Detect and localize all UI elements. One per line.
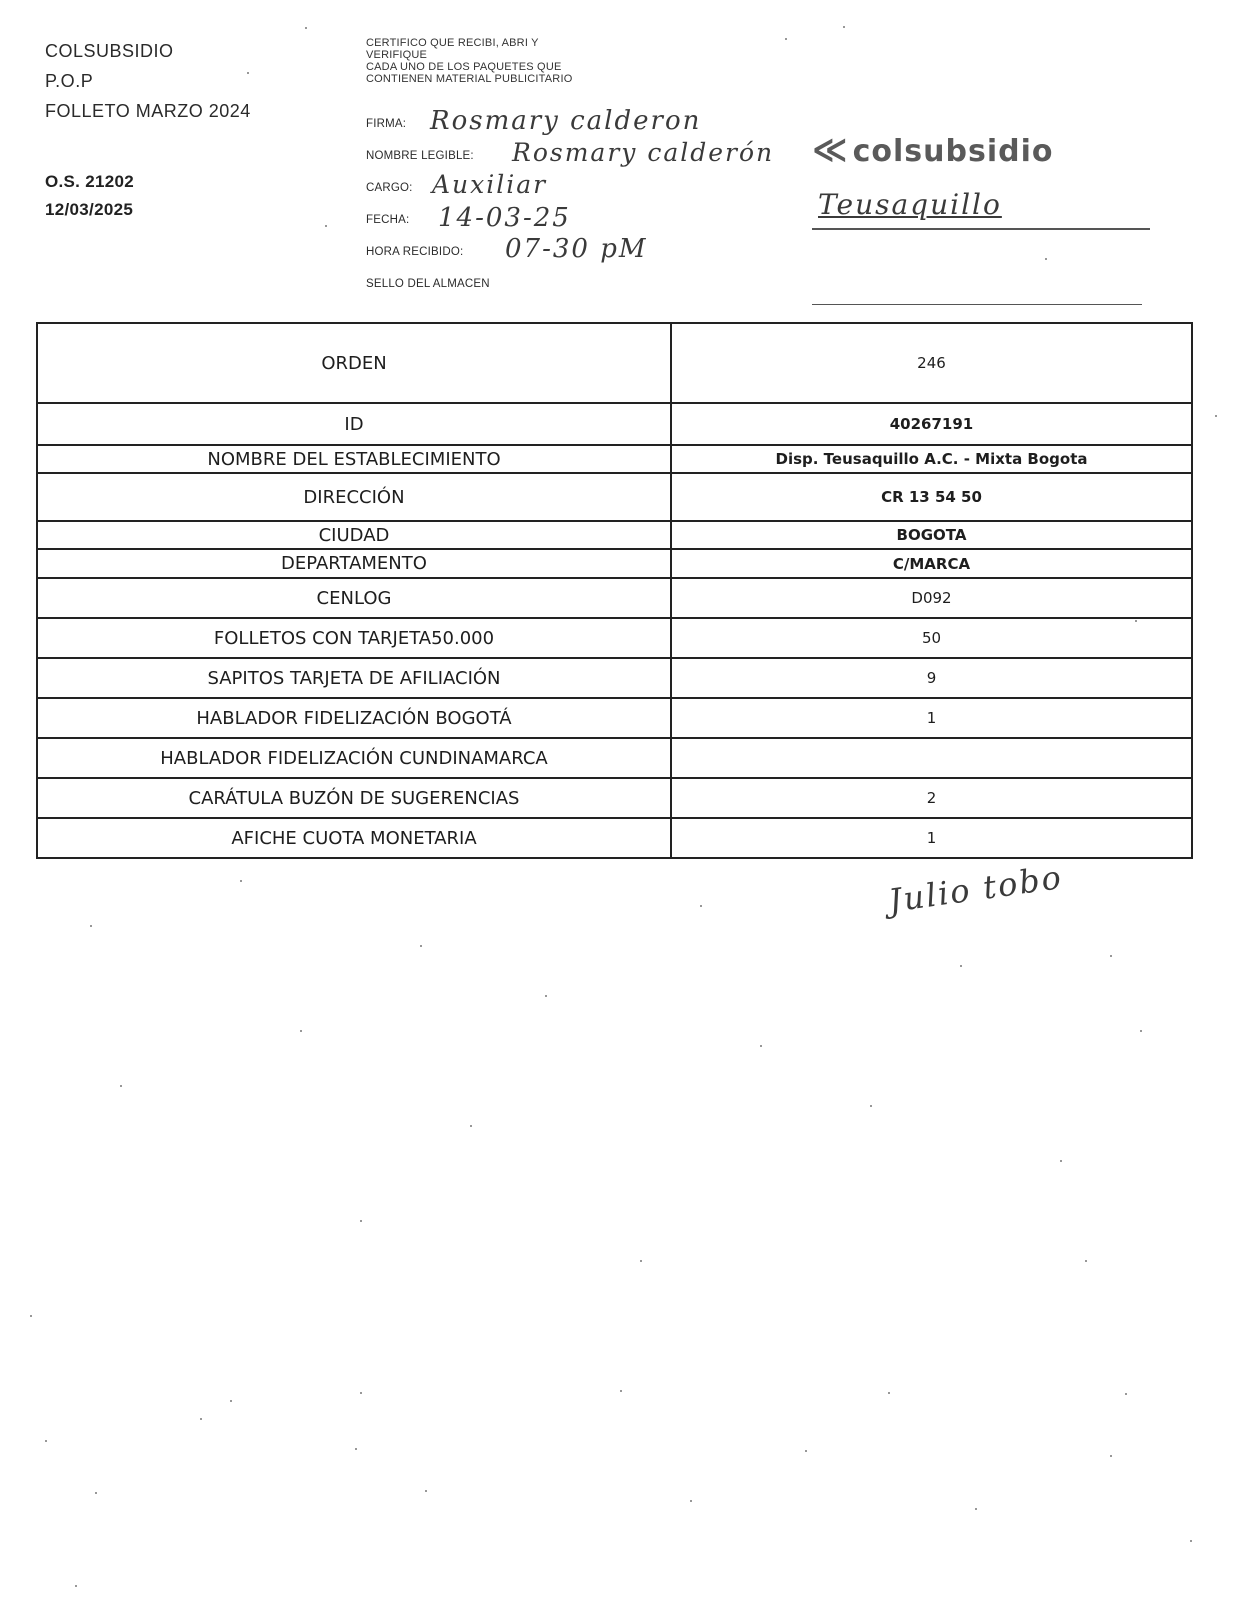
- table-row: [37, 323, 1192, 403]
- scan-speck: [1135, 620, 1137, 622]
- scan-speck: [470, 1125, 472, 1127]
- row-label: CIUDAD: [37, 521, 671, 549]
- scan-speck: [300, 1030, 302, 1032]
- row-value: 40267191: [671, 403, 1192, 445]
- scan-speck: [355, 1448, 357, 1450]
- row-value: D092: [671, 578, 1192, 618]
- certificate-line: CERTIFICO QUE RECIBI, ABRI Y: [366, 37, 539, 49]
- table-row: [37, 549, 1192, 578]
- row-label: ID: [37, 403, 671, 445]
- table-row: [37, 521, 1192, 549]
- table-row: [37, 778, 1192, 818]
- row-label: ORDEN: [37, 323, 671, 403]
- table-row: [37, 473, 1192, 521]
- scan-speck: [960, 965, 962, 967]
- row-label: AFICHE CUOTA MONETARIA: [37, 818, 671, 858]
- company-name: COLSUBSIDIO: [45, 41, 174, 61]
- row-value: Disp. Teusaquillo A.C. - Mixta Bogota: [671, 445, 1192, 473]
- scan-speck: [870, 1105, 872, 1107]
- delivery-table: [36, 322, 1193, 859]
- scan-speck: [1125, 1393, 1127, 1395]
- order-reference-block: [45, 168, 134, 224]
- row-value: 2: [671, 778, 1192, 818]
- signature-line: [812, 228, 1150, 230]
- hora-label: HORA RECIBIDO:: [366, 246, 464, 258]
- scan-speck: [805, 1450, 807, 1452]
- row-label: CENLOG: [37, 578, 671, 618]
- scan-speck: [1110, 1455, 1112, 1457]
- scan-speck: [545, 995, 547, 997]
- scan-speck: [1060, 1160, 1062, 1162]
- nombre-label: NOMBRE LEGIBLE:: [366, 150, 474, 162]
- scan-speck: [325, 225, 327, 227]
- scan-speck: [1140, 1030, 1142, 1032]
- table-row: [37, 578, 1192, 618]
- scan-speck: [360, 1392, 362, 1394]
- row-value: 1: [671, 698, 1192, 738]
- table-row: [37, 738, 1192, 778]
- stamp-line: [812, 304, 1142, 305]
- firma-signature: Rosmary calderon: [430, 106, 702, 136]
- table-row: [37, 403, 1192, 445]
- scan-speck: [1085, 1260, 1087, 1262]
- row-value: CR 13 54 50: [671, 473, 1192, 521]
- scan-speck: [700, 905, 702, 907]
- row-value: 50: [671, 618, 1192, 658]
- scan-speck: [425, 1490, 427, 1492]
- scan-speck: [45, 1440, 47, 1442]
- scan-speck: [120, 1085, 122, 1087]
- table-row: [37, 658, 1192, 698]
- store-signature: Teusaquillo: [818, 188, 1002, 221]
- table-row: [37, 445, 1192, 473]
- handwritten-note: Julio tobo: [886, 857, 1066, 921]
- scan-speck: [640, 1260, 642, 1262]
- scan-speck: [843, 26, 845, 28]
- logo-text: colsubsidio: [852, 134, 1054, 169]
- cargo-value: Auxiliar: [432, 170, 548, 199]
- certificate-line: CONTIENEN MATERIAL PUBLICITARIO: [366, 73, 573, 85]
- department-code: P.O.P: [45, 71, 94, 91]
- row-label: FOLLETOS CON TARJETA50.000: [37, 618, 671, 658]
- scan-speck: [760, 1045, 762, 1047]
- order-reference: O.S. 21202: [45, 172, 135, 191]
- row-value: [671, 738, 1192, 778]
- scan-speck: [1045, 258, 1047, 260]
- logo-mark-icon: ≪: [812, 130, 849, 170]
- order-date: 12/03/2025: [45, 200, 134, 219]
- scan-speck: [420, 945, 422, 947]
- certificate-statement: [366, 37, 572, 85]
- table-row: [37, 698, 1192, 738]
- row-label: HABLADOR FIDELIZACIÓN CUNDINAMARCA: [37, 738, 671, 778]
- scan-speck: [247, 72, 249, 74]
- certificate-line: VERIFIQUE: [366, 49, 428, 61]
- scan-speck: [200, 1418, 202, 1420]
- row-label: DIRECCIÓN: [37, 473, 671, 521]
- scan-speck: [95, 1492, 97, 1494]
- scan-speck: [1110, 955, 1112, 957]
- sello-label: SELLO DEL ALMACEN: [366, 278, 490, 290]
- scan-speck: [975, 1508, 977, 1510]
- row-label: DEPARTAMENTO: [37, 549, 671, 578]
- cargo-label: CARGO:: [366, 182, 413, 194]
- row-label: SAPITOS TARJETA DE AFILIACIÓN: [37, 658, 671, 698]
- row-label: NOMBRE DEL ESTABLECIMIENTO: [37, 445, 671, 473]
- fecha-label: FECHA:: [366, 214, 410, 226]
- scan-speck: [75, 1585, 77, 1587]
- table-row: [37, 618, 1192, 658]
- scan-speck: [888, 1392, 890, 1394]
- row-label: HABLADOR FIDELIZACIÓN BOGOTÁ: [37, 698, 671, 738]
- scan-speck: [305, 27, 307, 29]
- certificate-line: CADA UNO DE LOS PAQUETES QUE: [366, 61, 562, 73]
- row-value: 246: [671, 323, 1192, 403]
- scan-speck: [690, 1500, 692, 1502]
- row-value: 9: [671, 658, 1192, 698]
- campaign-title: FOLLETO MARZO 2024: [45, 101, 251, 121]
- company-stamp: [812, 130, 1053, 170]
- row-label: CARÁTULA BUZÓN DE SUGERENCIAS: [37, 778, 671, 818]
- row-value: C/MARCA: [671, 549, 1192, 578]
- nombre-value: Rosmary calderón: [512, 138, 775, 167]
- scan-speck: [240, 880, 242, 882]
- firma-label: FIRMA:: [366, 118, 407, 130]
- scan-speck: [360, 1220, 362, 1222]
- fecha-value: 14-03-25: [438, 203, 571, 233]
- hora-value: 07-30 pM: [505, 234, 648, 264]
- scan-speck: [620, 1390, 622, 1392]
- scan-speck: [785, 38, 787, 40]
- scan-speck: [30, 1315, 32, 1317]
- row-value: BOGOTA: [671, 521, 1192, 549]
- document-header: [45, 36, 251, 126]
- scan-speck: [1215, 415, 1217, 417]
- table-row: [37, 818, 1192, 858]
- scan-speck: [90, 925, 92, 927]
- row-value: 1: [671, 818, 1192, 858]
- scan-speck: [1190, 1540, 1192, 1542]
- scan-speck: [230, 1400, 232, 1402]
